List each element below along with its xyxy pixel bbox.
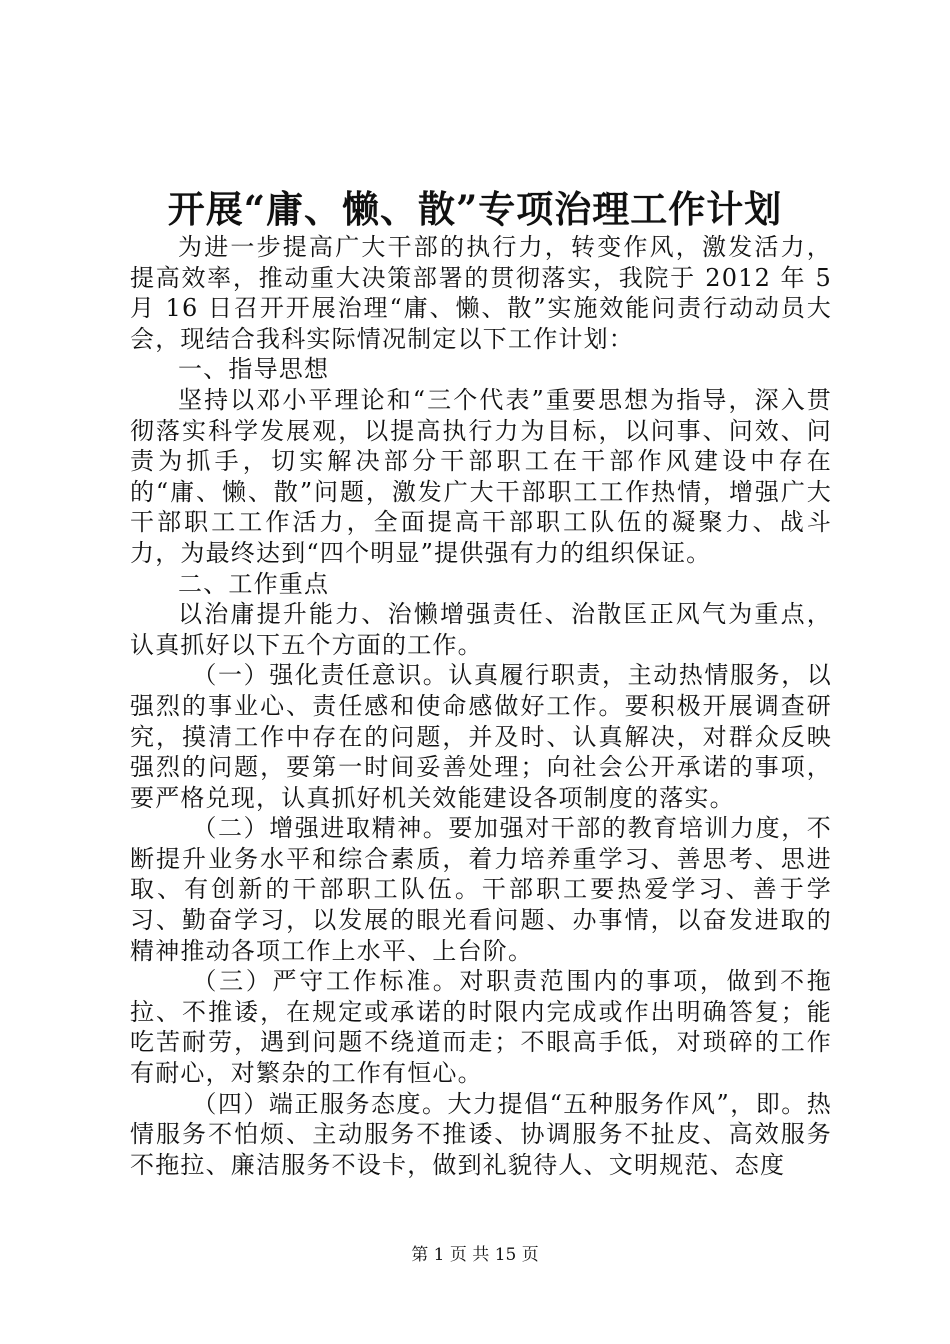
item-1-paragraph: （一）强化责任意识。认真履行职责，主动热情服务，以强烈的事业心、责任感和使命感做好工作。要积极开展调查研究，摸清工作中存在的问题，并及时、认真解决，对群众反映强烈的问题，要第一时间妥善处理；向社会公开承诺的事项，要严格兑现，认真抓好机关效能建设各项制度的落实。 [130, 661, 832, 812]
document-body [130, 232, 832, 1180]
section-heading-guiding-thought: 一、指导思想 [178, 355, 330, 384]
item-4-paragraph: （四）端正服务态度。大力提倡“五种服务作风”，即。热情服务不怕烦、主动服务不推诿、协调服务不扯皮、高效服务不拖拉、廉洁服务不设卡，做到礼貌待人、文明规范、态度 [130, 1089, 832, 1179]
section-heading-work-focus: 二、工作重点 [178, 569, 330, 598]
item-3-paragraph: （三）严守工作标准。对职责范围内的事项，做到不拖拉、不推诿，在规定或承诺的时限内完成或作出明确答复；能吃苦耐劳，遇到问题不绕道而走；不眼高手低，对琐碎的工作有耐心，对繁杂的工作有恒心。 [130, 967, 832, 1088]
document-title: 开展“庸、懒、散”专项治理工作计划 [167, 187, 783, 231]
page-number-footer: 第 1 页 共 15 页 [411, 1245, 539, 1265]
intro-paragraph: 为进一步提高广大干部的执行力，转变作风，激发活力，提高效率，推动重大决策部署的贯彻落实，我院于 2012 年 5 月 16 日召开开展治理“庸、懒、散”实施效能问责行动动员大会，现结合我科实际情况制定以下工作计划： [130, 233, 832, 353]
item-2-paragraph: （二）增强进取精神。要加强对干部的教育培训力度，不断提升业务水平和综合素质，着力培养重学习、善思考、思进取、有创新的干部职工队伍。干部职工要热爱学习、善于学习、勤奋学习，以发展的眼光看问题、办事情，以奋发进取的精神推动各项工作上水平、上台阶。 [130, 814, 832, 965]
work-focus-paragraph: 以治庸提升能力、治懒增强责任、治散匡正风气为重点，认真抓好以下五个方面的工作。 [130, 600, 832, 659]
guiding-thought-paragraph: 坚持以邓小平理论和“三个代表”重要思想为指导，深入贯彻落实科学发展观，以提高执行力为目标，以问事、问效、问责为抓手，切实解决部分干部职工在干部作风建设中存在的“庸、懒、散”问题，激发广大干部职工工作热情，增强广大干部职工工作活力，全面提高干部职工队伍的凝聚力、战斗力，为最终达到“四个明显”提供强有力的组织保证。 [130, 385, 832, 567]
